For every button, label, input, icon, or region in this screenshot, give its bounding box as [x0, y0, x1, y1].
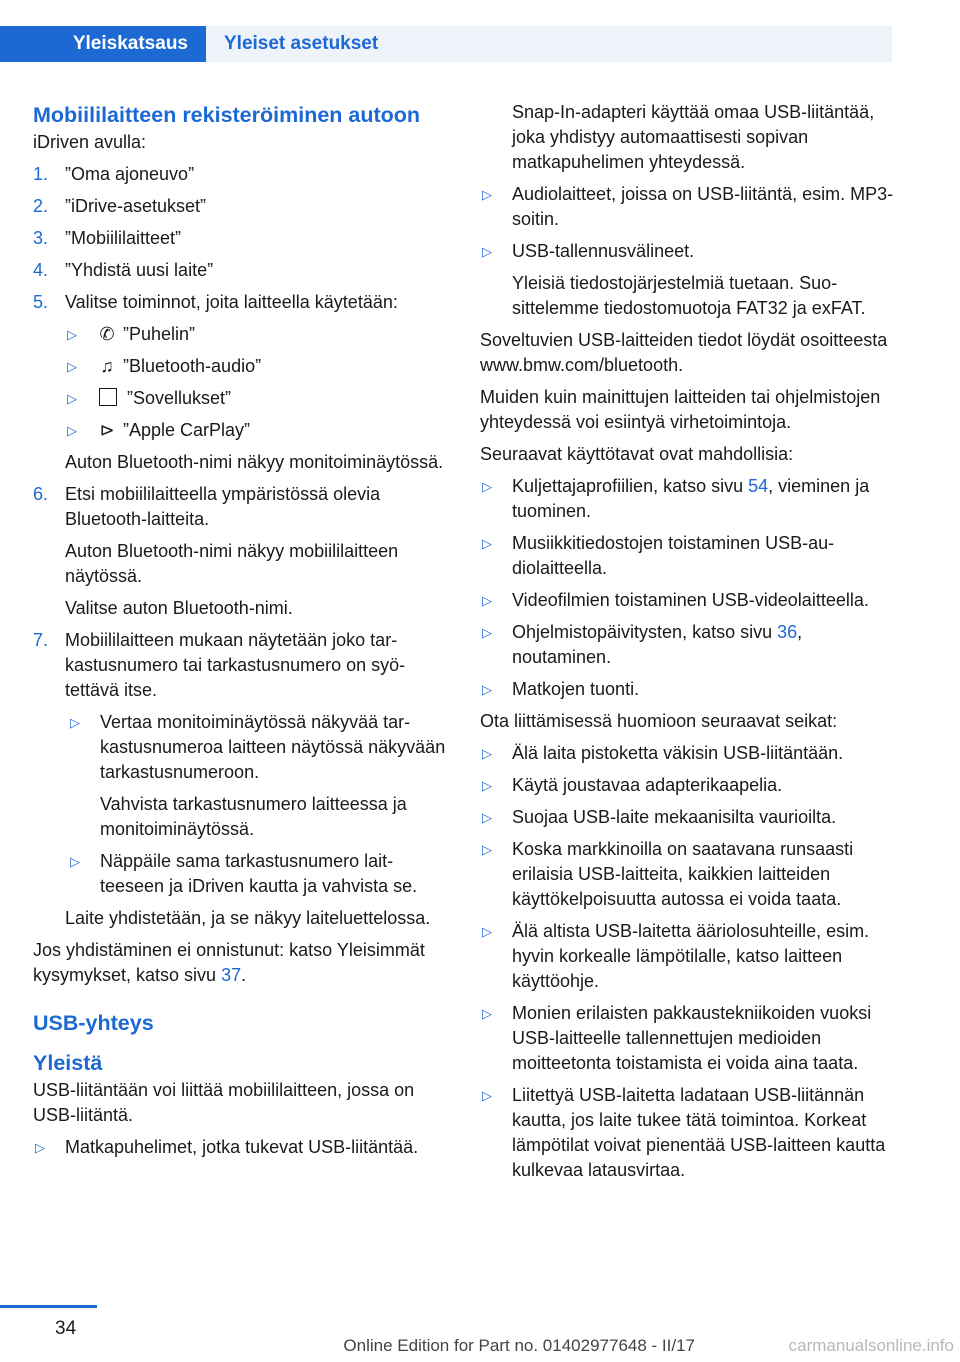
step-4: 4. ”Yhdistä uusi laite”	[33, 260, 214, 280]
step5-note: Auton Bluetooth-nimi näkyy monitoiminäytössä.	[65, 452, 444, 472]
note-item: ▷ Suojaa USB-laite mekaanisilta vaurioilta.	[482, 807, 837, 827]
right-column	[480, 100, 894, 1190]
step7-sublist	[68, 710, 449, 899]
mode-item: ▷ Matkojen tuonti.	[482, 679, 640, 699]
square-icon	[99, 388, 117, 406]
edition-text: Online Edition for Part no. 01402977648 - II/17	[343, 1336, 695, 1355]
step7-note: Laite yhdistetään, ja se näkyy laiteluettelossa.	[65, 908, 431, 928]
snapin-note: Snap-In-adapteri käyttää omaa USB-liitäntää, joka yhdistyy automaattisesti sopivan matkapuhelimen yhteydessä.	[512, 102, 875, 172]
notes-intro: Ota liittämisessä huomioon seuraavat seikat:	[480, 711, 838, 731]
note-item: ▷ Älä laita pistoketta väkisin USB-liitäntään.	[482, 743, 844, 763]
mode-item: ▷ Kuljettajaprofiilien, katso sivu 54, vieminen ja tuominen.	[482, 476, 870, 521]
header-tabs	[0, 26, 892, 62]
intro-text: iDriven avulla:	[33, 132, 147, 152]
heading-usb: USB-yhteys	[33, 1011, 154, 1035]
page-link[interactable]: 54	[748, 476, 769, 496]
heading-general: Yleistä	[33, 1051, 103, 1075]
mode-item: ▷ Videofilmien toistaminen USB-videolaitteella.	[482, 590, 869, 610]
notes-list	[480, 741, 894, 1183]
step6-note-2: Valitse auton Bluetooth-nimi.	[65, 598, 293, 618]
usb-item: ▷ Audiolaitteet, joissa on USB-liitäntä, esim. MP3-soitin.	[482, 184, 894, 229]
step-3: 3. ”Mobiililaitteet”	[33, 228, 182, 248]
step-7: 7. Mobiililaitteen mukaan näytetään joko tarkastusnumero tai tarkastusnumero on syötettävä itse.	[33, 630, 406, 700]
steps-list	[33, 162, 449, 315]
mode-item: ▷ Ohjelmistopäivitysten, katso sivu 36, noutaminen.	[482, 622, 803, 667]
function-list	[65, 322, 449, 443]
play-circle-icon: ⊳	[99, 420, 115, 440]
page-link[interactable]: 36	[777, 622, 798, 642]
modes-intro: Seuraavat käyttötavat ovat mahdollisia:	[480, 444, 794, 464]
heading-register-device: Mobiililaitteen rekisteröiminen autoon	[33, 103, 421, 127]
errors-text: Muiden kuin mainittujen laitteiden tai ohjelmistojen yhteydessä voi esiintyä virhetoimintoja.	[480, 387, 881, 432]
step-2: 2. ”iDrive-asetukset”	[33, 196, 207, 216]
function-item: ▷ ✆ ”Puhelin”	[65, 322, 449, 347]
step7-sub-item: ▷ Näppäile sama tarkastusnumero laitteeseen ja iDriven kautta ja vahvista se.	[70, 851, 418, 896]
usb-item: ▷ USB-tallennusvälineet.	[482, 241, 695, 261]
mode-item: ▷ Musiikkitiedostojen toistaminen USB-audiolaitteella.	[482, 533, 835, 578]
function-item: ▷ ”Sovellukset”	[67, 388, 232, 408]
note-item: ▷ Älä altista USB-laitetta ääriolosuhteille, esim. hyvin korkealle lämpötilalle, katso laitteen käyttöohje.	[482, 921, 870, 991]
page-link-37[interactable]: 37	[221, 965, 242, 985]
usb-item: ▷ Matkapuhelimet, jotka tukevat USB-liitäntää.	[35, 1137, 419, 1157]
modes-list	[480, 474, 894, 702]
fail-text: Jos yhdistäminen ei onnistunut: katso Yleisimmät kysymykset, katso sivu 37.	[33, 940, 425, 985]
suitable-text: Soveltuvien USB-laitteiden tiedot löydät osoitteesta www.bmw.com/bluetooth.	[480, 330, 888, 375]
tab-overview[interactable]: Yleiskatsaus	[0, 26, 206, 62]
note-item: ▷ Monien erilaisten pakkaustekniikoiden vuoksi USB-laitteelle tallennettujen medioiden moitteetonta toistamista ei voida aina taata.	[482, 1003, 872, 1073]
step7-sub-item: ▷ Vertaa monitoiminäytössä näkyvää tarkastusnumeroa laitteen näytössä näkyvään tarkastusnumeroon.	[70, 712, 446, 782]
page-number: 34	[55, 1318, 77, 1339]
phone-icon: ✆	[99, 324, 115, 344]
note-item: ▷ Koska markkinoilla on saatavana runsaasti erilaisia USB-laitteita, kaikkien laitteiden käyttökelpoisuutta autossa ei voida taata.	[482, 839, 854, 909]
usb-intro: USB-liitäntään voi liittää mobiililaitteen, jossa on USB-liitäntä.	[33, 1080, 415, 1125]
watermark: carmanualsonline.info	[788, 1336, 954, 1355]
note-item: ▷ Käytä joustavaa adapterikaapelia.	[482, 775, 783, 795]
step-1: 1. ”Oma ajoneuvo”	[33, 164, 195, 184]
function-item: ▷ ♫ ”Bluetooth-audio”	[65, 354, 449, 379]
music-note-icon: ♫	[100, 356, 114, 376]
left-column	[33, 100, 449, 1167]
step-6: 6. Etsi mobiililaitteella ympäristössä olevia Bluetooth-laitteita.	[33, 484, 381, 529]
step6-note-1: Auton Bluetooth-nimi näkyy mobiililaitteen näytössä.	[65, 541, 399, 586]
note-item: ▷ Liitettyä USB-laitetta ladataan USB-liitännän kautta, jos laite tukee tätä toimintoa. Korkeat lämpötilat voivat pienentää USB-laitteen kautta kulkevaa latausvirtaa.	[482, 1085, 886, 1180]
tab-general-settings[interactable]: Yleiset asetukset	[206, 26, 892, 62]
storage-note: Yleisiä tiedostojärjestelmiä tuetaan. Suosittelemme tiedostomuotoja FAT32 ja exFAT.	[512, 273, 866, 318]
function-item: ▷ ⊳ ”Apple CarPlay”	[65, 418, 449, 443]
footer-rule	[0, 1305, 97, 1308]
step7-sub-note: Vahvista tarkastusnumero laitteessa ja monitoiminäytössä.	[100, 794, 407, 839]
step-5: 5. Valitse toiminnot, joita laitteella käytetään:	[33, 292, 398, 312]
